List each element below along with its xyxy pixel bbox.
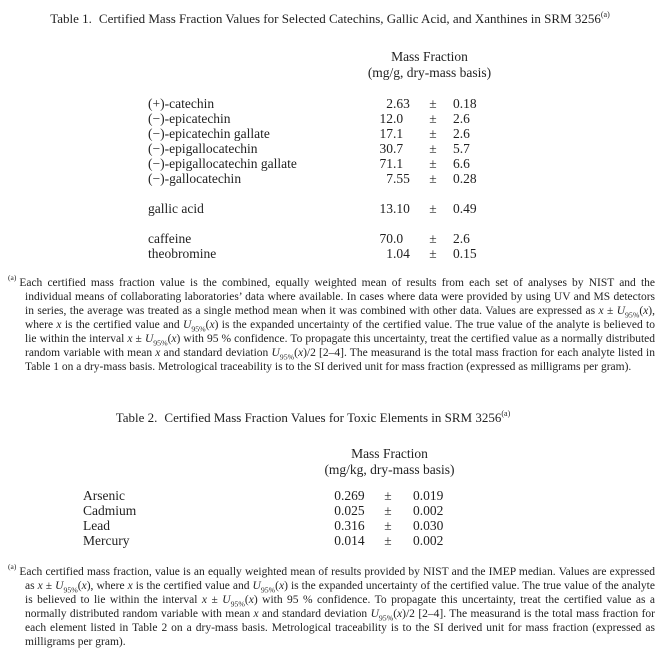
table2-title-label: Table 2.: [115, 410, 158, 425]
value-fraction: .269: [341, 488, 365, 503]
plus-minus-symbol: ±: [384, 503, 392, 518]
analyte-name: (−)-epigallocatechin: [148, 141, 258, 156]
table1-header-unit-title: Mass Fraction: [391, 49, 468, 64]
value-integer: 0: [334, 503, 341, 518]
table2-header-unit-basis: (mg/kg, dry-mass basis): [324, 462, 455, 477]
table1-title-text: Certified Mass Fraction Values for Selected Catechins, Gallic Acid, and Xanthines in SRM 3256: [98, 11, 601, 26]
analyte-name: theobromine: [148, 246, 217, 261]
analyte-name: gallic acid: [148, 201, 204, 216]
element-name: Cadmium: [83, 503, 137, 518]
uncertainty-value: 2.6: [453, 111, 470, 126]
footnote-marker: (a): [8, 562, 17, 572]
table-row: [148, 96, 660, 111]
value-fraction: .0: [393, 231, 404, 246]
uncertainty-value: 0.019: [413, 488, 444, 503]
value-integer: 0: [334, 488, 341, 503]
table1-body: [0, 96, 660, 261]
table2-body: [0, 488, 660, 548]
table2-footnote-text: Each certified mass fraction, value is an equally weighted mean of results provided by NIST and the IMEP median. Values are expressed as $x \pm U_{95\%}(x)$, where x is the certified value and $U_{95\%}(x)$ is the expanded uncertainty of the certified value. The true value of the analyte is believed to lie within the interval $x \pm U_{95\%}(x)$ with 95 % confidence. To propagate this uncertainty, treat the certified value as a normally distributed random variable with mean x and standard deviation $U_{95\%}(x)/2$ [2–4]. The measurand is the total mass fraction for each element listed in Table 2 on a dry-mass basis. Metrological traceability is to the SI derived unit for mass fraction (expressed as milligrams per gram).: [19, 566, 656, 648]
uncertainty-value: 0.18: [453, 96, 477, 111]
value-integer: 7: [386, 171, 393, 186]
plus-minus-symbol: ±: [384, 488, 392, 503]
plus-minus-symbol: ±: [429, 156, 437, 171]
table1-title-label: Table 1.: [50, 11, 92, 26]
plus-minus-symbol: ±: [429, 96, 437, 111]
plus-minus-symbol: ±: [429, 246, 437, 261]
table2-footnote: [8, 562, 656, 649]
table1-footnote-text: Each certified mass fraction value is the combined, equally weighted mean of results from each set of analyses by NIST and the individual means of collaborating laboratories’ data where available. In cases where data were provided by using UV and MS detectors in series, the average was treated as a single method mean when it was combined with other data. Values are expressed as $x \pm U_{95\%}(x)$, where x is the certified value and $U_{95\%}(x)$ is the expanded uncertainty of the certified value. The true value of the analyte is believed to lie within the interval $x \pm U_{95\%}(x)$ with 95 % confidence. To propagate this uncertainty, treat the certified value as a normally distributed random variable with mean x and standard deviation $U_{95\%}(x)/2$ [2–4]. The measurand is the total mass fraction for each analyte listed in Table 1 on a dry-mass basis. Metrological traceability is to the SI derived unit for mass fraction (expressed as milligrams per gram).: [19, 277, 656, 373]
plus-minus-symbol: ±: [384, 533, 392, 548]
plus-minus-symbol: ±: [429, 171, 437, 186]
value-fraction: .316: [341, 518, 365, 533]
table-row: [148, 171, 660, 186]
table-row: [148, 126, 660, 141]
table2-footnote-ref: (a): [501, 408, 511, 418]
value-fraction: .014: [341, 533, 365, 548]
table1-footnote-ref: (a): [600, 9, 610, 19]
analyte-name: (−)-epicatechin gallate: [148, 126, 270, 141]
table2-column-header: [312, 446, 467, 478]
table-row: [148, 231, 660, 246]
value-fraction: .7: [393, 141, 404, 156]
table-row: [83, 533, 660, 548]
value-integer: 13: [379, 201, 393, 216]
uncertainty-value: 0.28: [453, 171, 477, 186]
analyte-name: (−)-gallocatechin: [148, 171, 242, 186]
value-integer: 2: [386, 96, 393, 111]
value-integer: 0: [334, 533, 341, 548]
uncertainty-value: 0.49: [453, 201, 477, 216]
value-integer: 0: [334, 518, 341, 533]
table-row: [83, 488, 660, 503]
table-row: [148, 156, 660, 171]
element-name: Arsenic: [83, 488, 125, 503]
analyte-name: (+)-catechin: [148, 96, 215, 111]
table2-header-unit-title: Mass Fraction: [351, 446, 428, 461]
plus-minus-symbol: ±: [429, 201, 437, 216]
uncertainty-value: 0.002: [413, 503, 444, 518]
plus-minus-symbol: ±: [384, 518, 392, 533]
value-fraction: .025: [341, 503, 365, 518]
table1-header-unit-basis: (mg/g, dry-mass basis): [367, 65, 492, 80]
table2-title-text: Certified Mass Fraction Values for Toxic Elements in SRM 3256: [164, 410, 502, 425]
value-integer: 12: [379, 111, 393, 126]
element-name: Mercury: [83, 533, 130, 548]
uncertainty-value: 2.6: [453, 126, 470, 141]
table1-title: [0, 9, 660, 26]
table-row: [148, 201, 660, 216]
value-fraction: .1: [393, 126, 404, 141]
element-name: Lead: [83, 518, 110, 533]
table1-group-xanthines: [0, 231, 660, 261]
value-fraction: .04: [393, 246, 410, 261]
plus-minus-symbol: ±: [429, 126, 437, 141]
footnote-marker: (a): [8, 273, 17, 283]
table1-group-gallic-acid: [0, 201, 660, 216]
table1-footnote: [8, 273, 656, 374]
value-fraction: .1: [393, 156, 404, 171]
value-fraction: .10: [393, 201, 410, 216]
plus-minus-symbol: ±: [429, 231, 437, 246]
uncertainty-value: 2.6: [453, 231, 470, 246]
table2-group-elements: [0, 488, 660, 548]
value-integer: 1: [386, 246, 393, 261]
uncertainty-value: 6.6: [453, 156, 470, 171]
table-row: [148, 246, 660, 261]
table2-title: [0, 408, 660, 425]
value-fraction: .0: [393, 111, 404, 126]
analyte-name: (−)-epigallocatechin gallate: [148, 156, 297, 171]
table-row: [148, 141, 660, 156]
table1-group-catechins: [0, 96, 660, 186]
value-fraction: .55: [393, 171, 410, 186]
table-row: [83, 518, 660, 533]
uncertainty-value: 0.002: [413, 533, 444, 548]
uncertainty-value: 5.7: [453, 141, 470, 156]
uncertainty-value: 0.030: [413, 518, 444, 533]
uncertainty-value: 0.15: [453, 246, 477, 261]
analyte-name: caffeine: [148, 231, 192, 246]
table1-column-header: [352, 49, 507, 81]
value-integer: 71: [379, 156, 393, 171]
value-integer: 30: [379, 141, 393, 156]
analyte-name: (−)-epicatechin: [148, 111, 231, 126]
plus-minus-symbol: ±: [429, 141, 437, 156]
table-row: [148, 111, 660, 126]
value-integer: 17: [379, 126, 393, 141]
value-fraction: .63: [393, 96, 410, 111]
table-row: [83, 503, 660, 518]
value-integer: 70: [379, 231, 393, 246]
plus-minus-symbol: ±: [429, 111, 437, 126]
